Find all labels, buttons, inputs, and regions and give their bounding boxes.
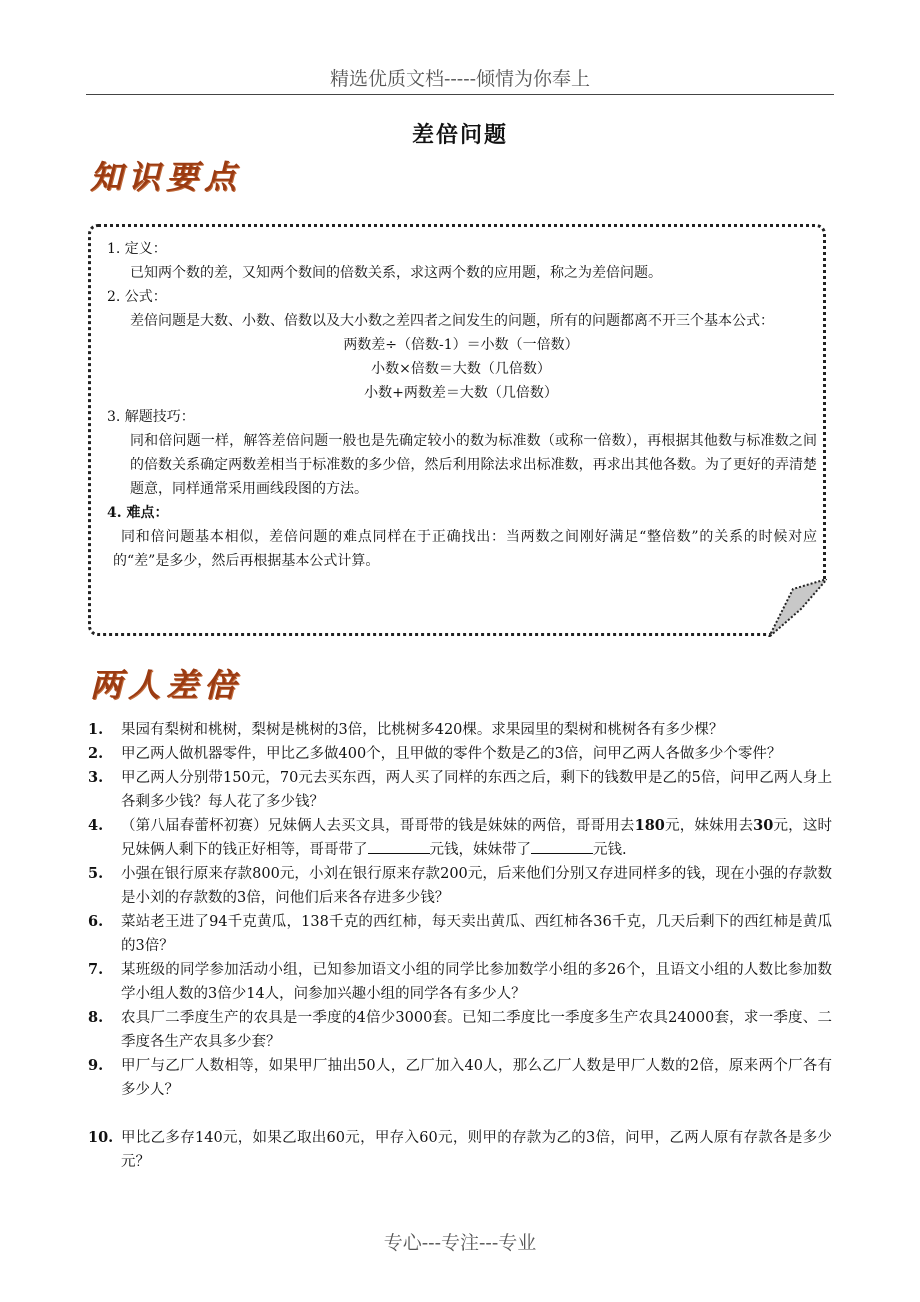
problem-text-part: （第八届春蕾杯初赛）兄妹俩人去买文具，哥哥带的钱是妹妹的两倍，哥哥用去 [121,818,635,834]
section-heading-knowledge: 知识要点 [90,158,243,196]
knowledge-content [105,237,817,573]
problem-number: 10. [88,1129,114,1146]
problem-text-part: 元，妹妹用去 [664,818,754,834]
problem-text-part: 元钱，妹妹带了 [429,842,531,858]
problem-item [88,1126,832,1174]
page-title: 差倍问题 [411,122,508,148]
page-header: 精选优质文档-----倾情为你奉上 [86,64,834,95]
definition-text: 已知两个数的差，又知两个数间的倍数关系，求这两个数的应用题，称之为差倍问题。 [130,265,662,281]
difficulty-title: 4. 难点： [107,505,169,521]
formula-line-3: 小数+两数差＝大数（几倍数） [364,385,558,401]
technique-text: 同和倍问题一样，解答差倍问题一般也是先确定较小的数为标准数（或称一倍数），再根据其他数与标准数之间的倍数关系确定两数差相当于标准数的多少倍，然后利用除法求出标准数，再求出其他各数。为了更好的弄清楚题意，同样通常采用画线段图的方法。 [130,433,817,497]
section-heading-two-person: 两人差倍 [90,666,243,704]
problem-number: 6. [88,913,104,930]
problem-text-part: 元钱. [593,842,627,858]
formula-title: 2. 公式： [107,289,167,305]
problem-text: 果园有梨树和桃树，梨树是桃树的3倍，比桃树多420棵。求果园里的梨树和桃树各有多少棵？ [121,722,724,738]
problem-amount: 30 [753,817,774,834]
problem-item [88,958,832,1006]
problem-text: 甲乙两人分别带150元，70元去买东西，两人买了同样的东西之后，剩下的钱数甲是乙的5倍，问甲乙两人身上各剩多少钱？每人花了多少钱？ [121,770,832,810]
problem-text: 甲乙两人做机器零件，甲比乙多做400个，且甲做的零件个数是乙的3倍，问甲乙两人各做多少个零件？ [121,746,782,762]
formula-line-2: 小数×倍数＝大数（几倍数） [371,361,551,377]
problem-item [88,862,832,910]
problem-number: 8. [88,1009,104,1026]
problem-number: 3. [88,769,104,786]
problem-text: 菜站老王进了94千克黄瓜，138千克的西红柿，每天卖出黄瓜、西红柿各36千克，几天后剩下的西红柿是黄瓜的3倍？ [121,914,832,954]
problem-text: 农具厂二季度生产的农具是一季度的4倍少3000套。已知二季度比一季度多生产农具24000套，求一季度、二季度各生产农具多少套？ [121,1010,832,1050]
answer-blank[interactable] [368,839,430,854]
problem-item [88,910,832,958]
problem-text: 甲比乙多存140元，如果乙取出60元，甲存入60元，则甲的存款为乙的3倍，问甲，乙两人原有存款各是多少元？ [121,1130,832,1170]
difficulty-text: 同和倍问题基本相似，差倍问题的难点同样在于正确找出：当两数之间刚好满足“整倍数”的关系的时候对应的“差”是多少，然后再根据基本公式计算。 [113,529,817,569]
problem-item [88,1006,832,1054]
problem-amount: 180 [634,817,665,834]
answer-blank[interactable] [531,839,593,854]
problem-list [88,718,832,1174]
problem-number: 5. [88,865,104,882]
problem-item [88,766,832,814]
problem-number: 7. [88,961,104,978]
problem-number: 9. [88,1057,104,1074]
technique-title: 3. 解题技巧： [107,409,195,425]
problem-text: 小强在银行原来存款800元，小刘在银行原来存款200元，后来他们分别又存进同样多的钱，现在小强的存款数是小刘的存款数的3倍，问他们后来各存进多少钱？ [121,866,832,906]
problem-number: 4. [88,817,104,834]
problem-number: 1. [88,721,104,738]
formula-text: 差倍问题是大数、小数、倍数以及大小数之差四者之间发生的问题，所有的问题都离不开三个基本公式： [130,313,774,329]
problem-number: 2. [88,745,104,762]
problem-text: 甲厂与乙厂人数相等，如果甲厂抽出50人，乙厂加入40人，那么乙厂人数是甲厂人数的2倍，原来两个厂各有多少人？ [121,1058,832,1098]
knowledge-box [88,224,826,636]
page-footer: 专心---专注---专业 [383,1232,537,1254]
problem-item [88,814,832,862]
problem-text-part: 元，这时兄妹俩人剩下的钱正好相等，哥哥带了 [121,818,833,858]
formula-line-1: 两数差÷（倍数-1）＝小数（一倍数） [343,337,579,353]
problem-text [121,814,832,862]
definition-title: 1. 定义： [107,241,167,257]
page-curl-icon [731,579,827,637]
problem-item [88,742,832,766]
problem-text: 某班级的同学参加活动小组，已知参加语文小组的同学比参加数学小组的多26个，且语文小组的人数比参加数学小组人数的3倍少14人，问参加兴趣小组的同学各有多少人？ [121,962,832,1002]
problem-item [88,1054,832,1102]
problem-item [88,718,832,742]
